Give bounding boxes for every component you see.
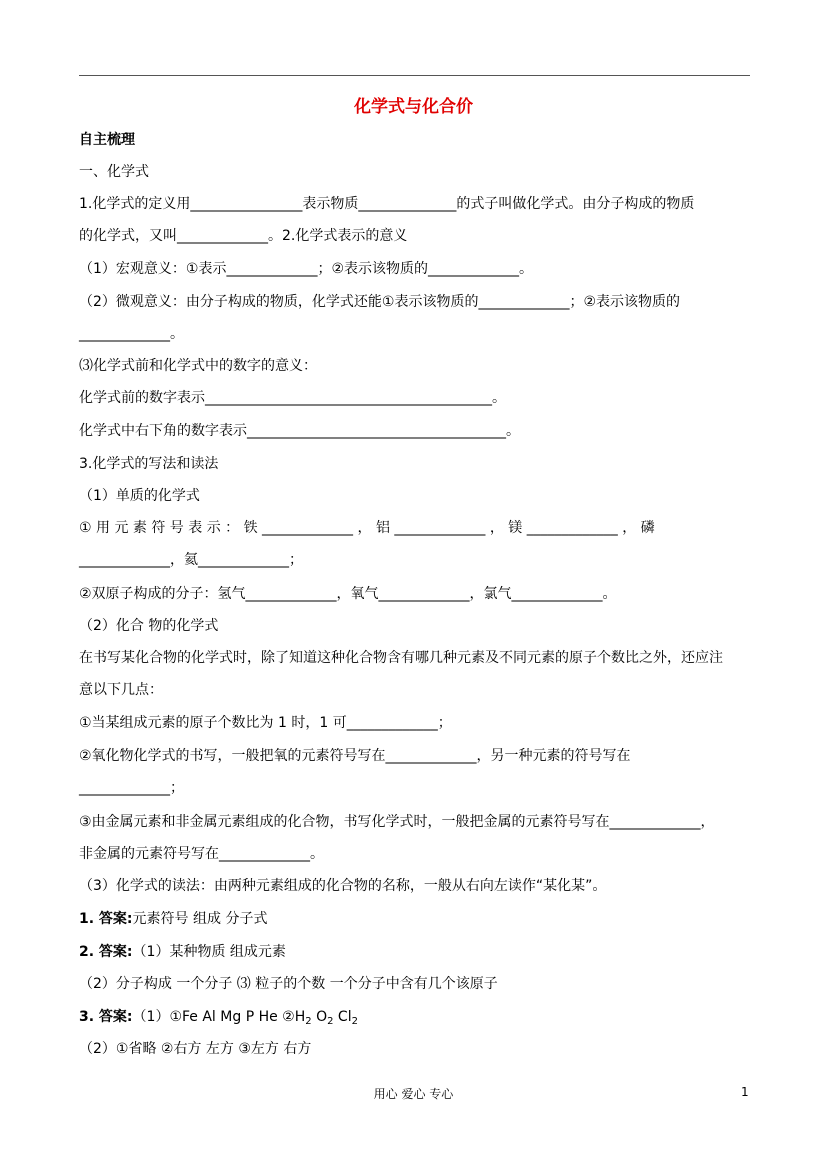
header-rule — [79, 75, 750, 76]
text-line: （2）化合 物的化学式 — [79, 618, 219, 634]
text-line: _____________； — [79, 780, 184, 796]
subsection-heading: 一、化学式 — [79, 164, 149, 180]
answer-text: （1）①Fe Al Mg P He ②H — [132, 1009, 306, 1025]
answer-2b: （2）分子构成 一个分子 ⑶ 粒子的个数 一个分子中含有几个该原子 — [79, 976, 498, 992]
text-line: ① 用 元 素 符 号 表 示 ： 铁 _____________ ， 铝 _____________ ， 镁 _____________ ， 磷 — [79, 520, 655, 536]
text-line: ⑶化学式前和化学式中的数字的意义： — [79, 358, 317, 374]
subscript: 2 — [305, 1016, 312, 1027]
text-line: ②双原子构成的分子：氢气_____________，氧气_____________，氯气_____________。 — [79, 586, 617, 602]
answer-text: O — [311, 1009, 328, 1025]
page-title: 化学式与化合价 — [354, 97, 473, 117]
text-line: 的化学式，又叫_____________。2.化学式表示的意义 — [79, 228, 408, 244]
subscript: 2 — [327, 1016, 334, 1027]
text-line: 化学式前的数字表示_________________________________________。 — [79, 390, 506, 406]
page-number: 1 — [741, 1085, 749, 1099]
text-line: 意以下几点： — [79, 682, 163, 698]
page-footer: 用心 爱心 专心 — [373, 1087, 454, 1101]
answer-3b: （2）①省略 ②右方 左方 ③左方 右方 — [79, 1041, 312, 1057]
text-line: _____________，氦_____________； — [79, 552, 303, 568]
text-line: ②氧化物化学式的书写，一般把氧的元素符号写在_____________，另一种元素的符号写在 — [79, 748, 631, 764]
answer-1 — [79, 909, 750, 929]
text-line: （3）化学式的读法：由两种元素组成的化合物的名称，一般从右向左读作“某化某”。 — [79, 878, 607, 894]
answer-3 — [79, 1007, 750, 1032]
answer-2 — [79, 942, 750, 962]
text-line: 1.化学式的定义用________________表示物质______________的式子叫做化学式。由分子构成的物质 — [79, 196, 695, 212]
text-line: （2）微观意义：由分子构成的物质，化学式还能①表示该物质的_____________；②表示该物质的 — [79, 294, 681, 310]
text-line: ③由金属元素和非金属元素组成的化合物，书写化学式时，一般把金属的元素符号写在_____________， — [79, 814, 715, 830]
text-line: 3.化学式的写法和读法 — [79, 456, 219, 472]
text-line: ①当某组成元素的原子个数比为 1 时，1 可_____________； — [79, 715, 452, 731]
answer-text: Cl — [333, 1009, 352, 1025]
answer-label: 3. 答案: — [79, 1009, 133, 1025]
text-line: （1）单质的化学式 — [79, 488, 200, 504]
section-heading: 自主梳理 — [79, 132, 135, 148]
answer-text: （1）某种物质 组成元素 — [132, 944, 286, 960]
text-line: 在书写某化合物的化学式时，除了知道这种化合物含有哪几种元素及不同元素的原子个数比之外，还应注 — [79, 650, 723, 666]
text-line: （1）宏观意义：①表示_____________；②表示该物质的_____________。 — [79, 261, 534, 277]
text-line: 化学式中右下角的数字表示_____________________________________。 — [79, 423, 520, 439]
answer-label: 2. 答案: — [79, 944, 133, 960]
text-line: 非金属的元素符号写在_____________。 — [79, 846, 324, 862]
text-line: _____________。 — [79, 326, 184, 342]
subscript: 2 — [351, 1016, 358, 1027]
answer-label: 1. 答案: — [79, 911, 133, 927]
answer-text: 元素符号 组成 分子式 — [132, 911, 268, 927]
